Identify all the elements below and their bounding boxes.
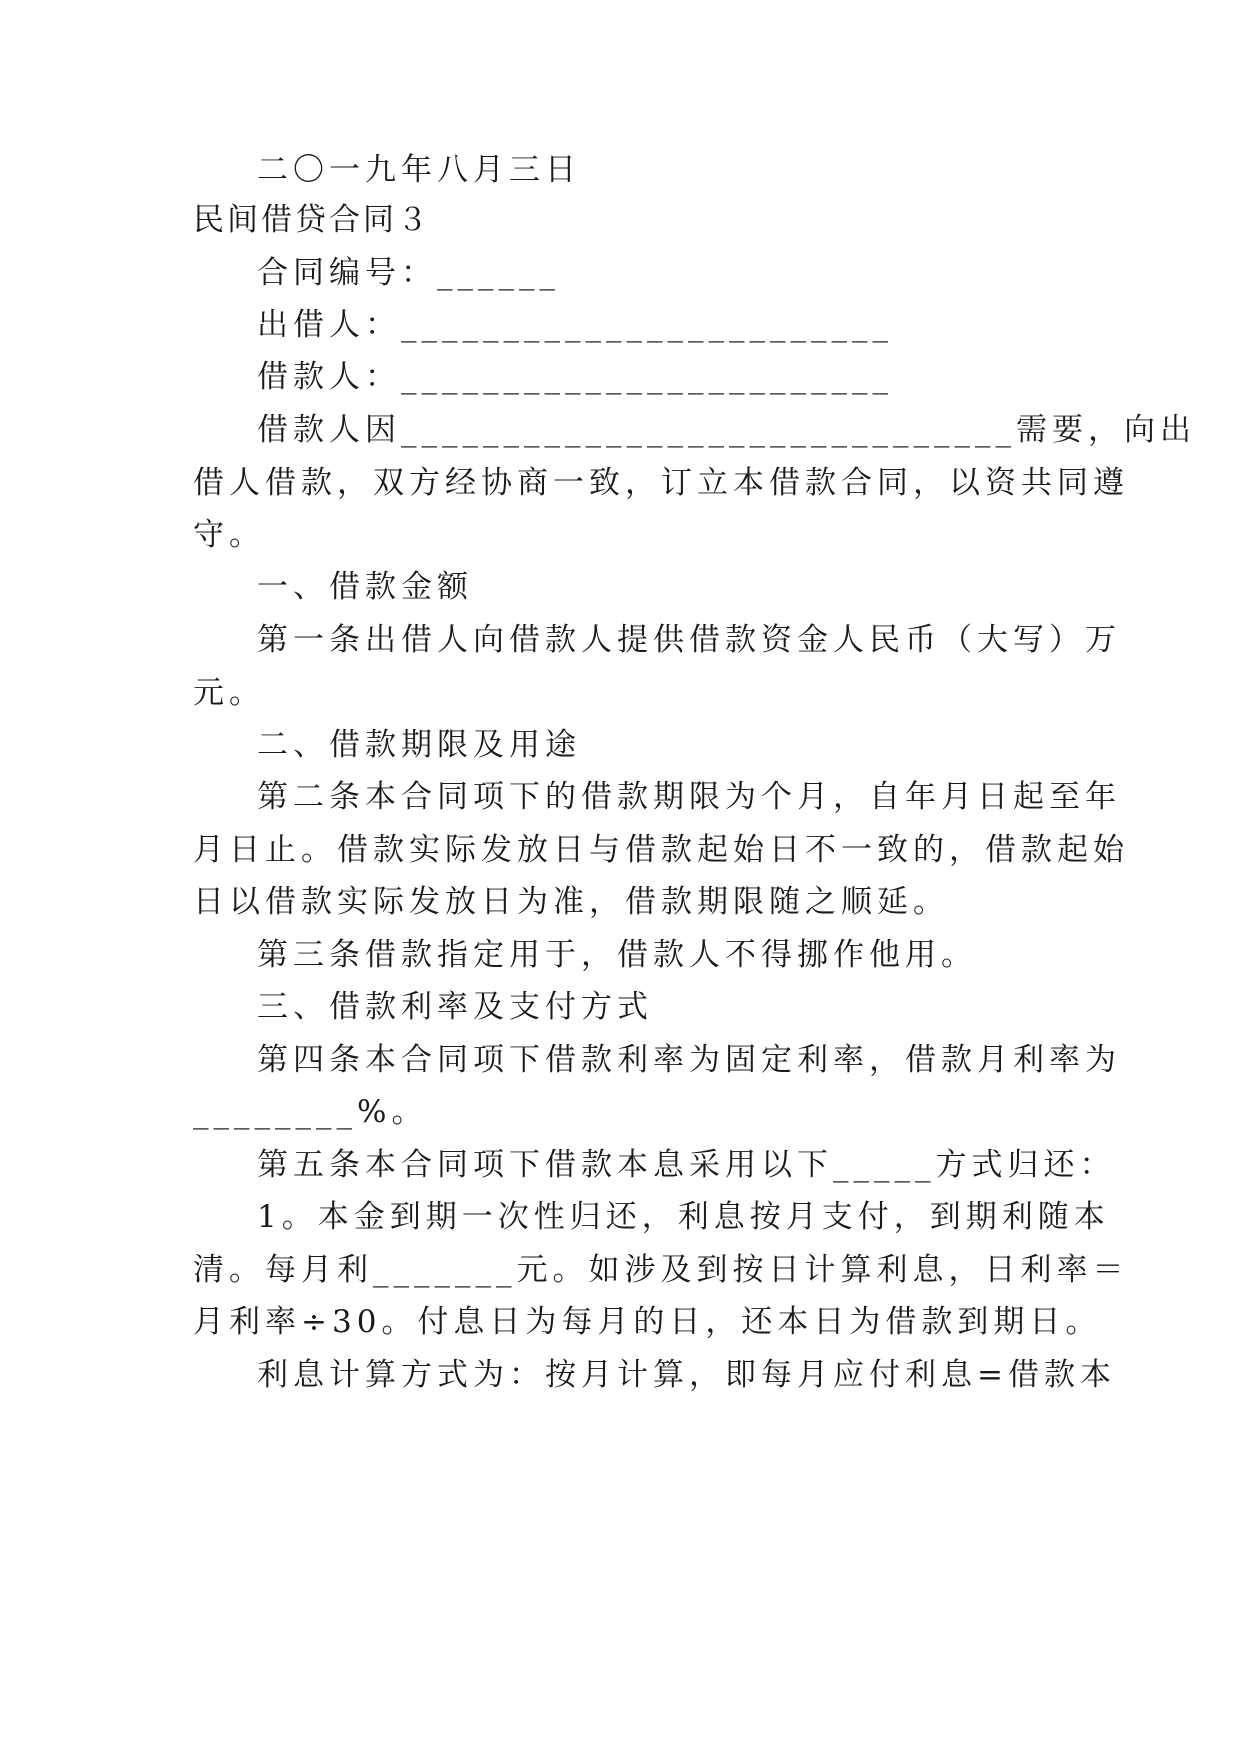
paragraph-line: 日以借款实际发放日为准，借款期限随之顺延。 (193, 884, 949, 920)
paragraph-line: 守。 (193, 517, 265, 553)
contract-title: 民间借贷合同３ (193, 202, 431, 238)
paragraph-line: 1。本金到期一次性归还，利息按月支付，到期利随本 (257, 1199, 1110, 1235)
section-heading: 三、借款利率及支付方式 (257, 989, 653, 1025)
paragraph-line: 清。每月利_______元。如涉及到按日计算利息，日利率＝ (193, 1252, 1129, 1288)
paragraph-line: 借人借款，双方经协商一致，订立本借款合同，以资共同遵 (193, 465, 1129, 501)
paragraph-line: 第一条出借人向借款人提供借款资金人民币（大写）万 (257, 622, 1121, 658)
paragraph-line: 月日止。借款实际发放日与借款起始日不一致的，借款起始 (193, 832, 1129, 868)
section-heading: 一、借款金额 (257, 569, 473, 605)
paragraph-line: 第二条本合同项下的借款期限为个月，自年月日起至年 (257, 779, 1121, 815)
borrower-line: 借款人：________________________ (257, 359, 893, 395)
contract-number-line: 合同编号：______ (257, 255, 560, 291)
paragraph-line: 借款人因______________________________需要，向出 (257, 412, 1196, 448)
date-line: 二〇一九年八月三日 (257, 152, 581, 188)
paragraph-line: 第四条本合同项下借款利率为固定利率，借款月利率为 (257, 1042, 1121, 1078)
paragraph-line: ________%。 (193, 1094, 428, 1130)
paragraph-line: 月利率÷30。付息日为每月的日，还本日为借款到期日。 (193, 1304, 1102, 1340)
paragraph-line: 元。 (193, 675, 265, 711)
paragraph-line: 第五条本合同项下借款本息采用以下_____方式归还： (257, 1147, 1116, 1183)
paragraph-line: 第三条借款指定用于，借款人不得挪作他用。 (257, 937, 977, 973)
paragraph-line: 利息计算方式为：按月计算，即每月应付利息=借款本 (257, 1357, 1116, 1393)
section-heading: 二、借款期限及用途 (257, 727, 581, 763)
document-page (193, 0, 1196, 1754)
lender-line: 出借人：________________________ (257, 307, 893, 343)
